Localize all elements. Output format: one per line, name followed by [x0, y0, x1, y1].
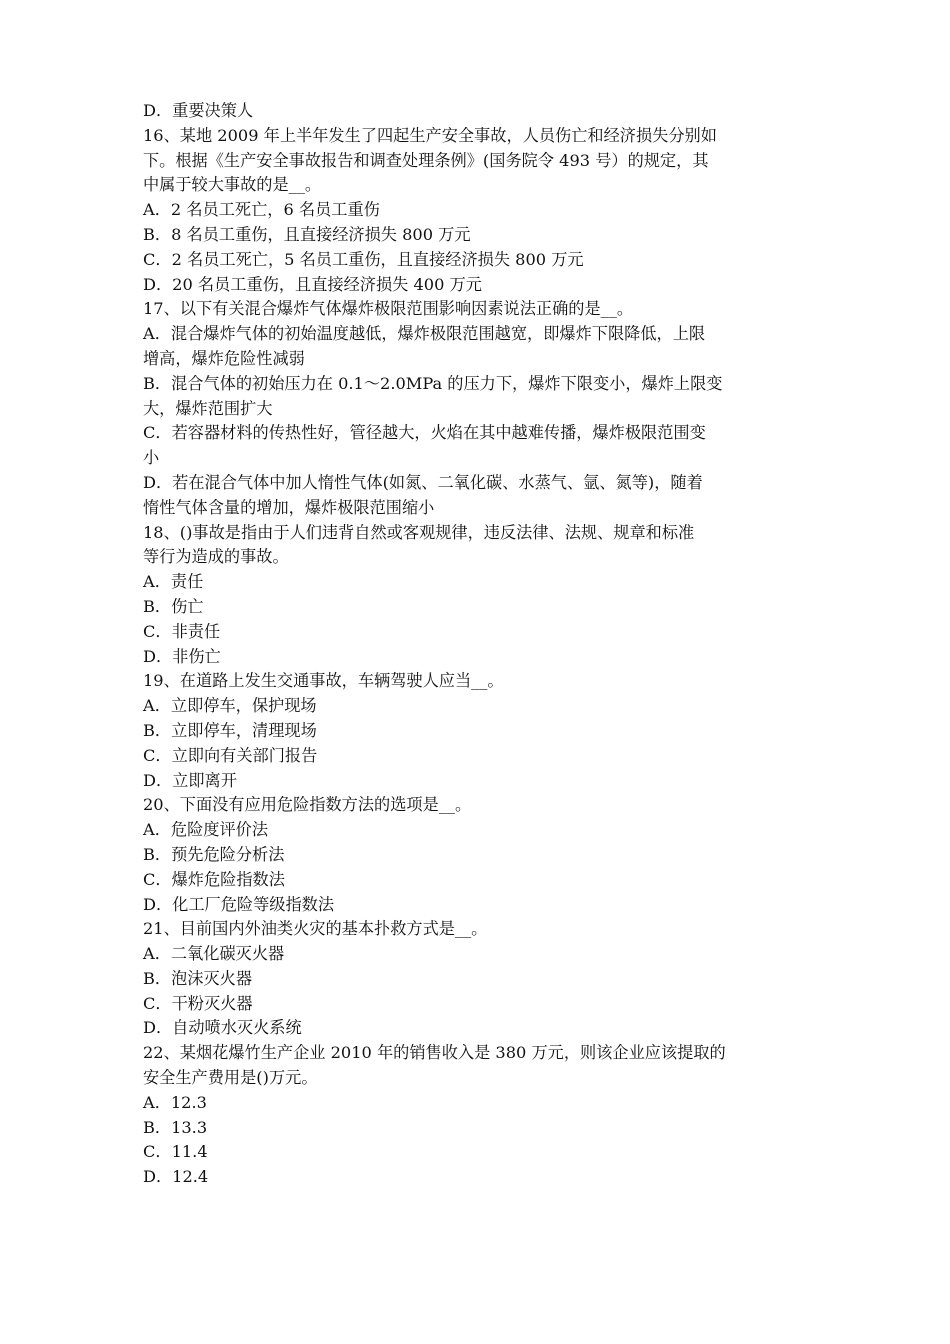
option-line: B．预先危险分析法	[143, 844, 285, 864]
option-line: D．自动喷水灭火系统	[143, 1018, 302, 1038]
option-line: B．13.3	[143, 1117, 208, 1137]
option-line: A．二氧化碳灭火器	[143, 944, 285, 964]
option-line: C．11.4	[143, 1142, 208, 1162]
option-line: D．立即离开	[143, 770, 237, 790]
option-line: B．泡沫灭火器	[143, 968, 253, 988]
option-line: A．混合爆炸气体的初始温度越低，爆炸极限范围越宽，即爆炸下限降低，上限	[143, 324, 706, 344]
option-line: B．8 名员工重伤，且直接经济损失 800 万元	[143, 224, 471, 244]
option-line: D．重要决策人	[143, 101, 254, 120]
question-18-line-2: 等行为造成的事故。	[143, 547, 289, 567]
question-22-line-2: 安全生产费用是()万元。	[143, 1068, 318, 1088]
question-16-line-2: 下。根据《生产安全事故报告和调查处理条例》(国务院令 493 号）的规定，其	[143, 150, 709, 170]
option-line-continued: 增高，爆炸危险性减弱	[143, 348, 305, 368]
option-line: B．立即停车，清理现场	[143, 720, 317, 740]
question-17-line-1: 17、以下有关混合爆炸气体爆炸极限范围影响因素说法正确的是__。	[143, 299, 634, 319]
option-line-continued: 小	[143, 448, 160, 468]
option-line: A．2 名员工死亡，6 名员工重伤	[143, 200, 380, 220]
option-line: A．立即停车，保护现场	[143, 696, 317, 716]
option-line: D．非伤亡	[143, 646, 221, 666]
question-21-line-1: 21、目前国内外油类火灾的基本扑救方式是__。	[143, 919, 488, 939]
option-line: C．立即向有关部门报告	[143, 745, 318, 765]
option-line: A．责任	[143, 572, 204, 592]
option-line: C．2 名员工死亡，5 名员工重伤，且直接经济损失 800 万元	[143, 249, 584, 269]
question-22-line-1: 22、某烟花爆竹生产企业 2010 年的销售收入是 380 万元，则该企业应该提取的	[143, 1043, 726, 1063]
option-line: D．12.4	[143, 1167, 209, 1187]
option-line-continued: 大，爆炸范围扩大	[143, 398, 273, 418]
option-line: C．非责任	[143, 621, 221, 641]
option-line: D．化工厂危险等级指数法	[143, 894, 335, 914]
question-19-line-1: 19、在道路上发生交通事故，车辆驾驶人应当__。	[143, 671, 504, 691]
option-line: C．若容器材料的传热性好，管径越大，火焰在其中越难传播，爆炸极限范围变	[143, 423, 706, 443]
document-page	[143, 99, 809, 1190]
option-line: D．20 名员工重伤，且直接经济损失 400 万元	[143, 274, 482, 294]
option-line: B．伤亡	[143, 596, 204, 616]
option-line-continued: 惰性气体含量的增加，爆炸极限范围缩小	[143, 497, 435, 517]
option-line: A．危险度评价法	[143, 820, 269, 840]
question-16-line-1: 16、某地 2009 年上半年发生了四起生产安全事故，人员伤亡和经济损失分别如	[143, 125, 717, 145]
option-line: A．12.3	[143, 1092, 207, 1112]
question-18-line-1: 18、()事故是指由于人们违背自然或客观规律，违反法律、法规、规章和标准	[143, 522, 695, 542]
option-line: C．爆炸危险指数法	[143, 869, 285, 889]
option-line: B．混合气体的初始压力在 0.1～2.0MPa 的压力下，爆炸下限变小，爆炸上限变	[143, 373, 723, 393]
question-20-line-1: 20、下面没有应用危险指数方法的选项是__。	[143, 795, 472, 815]
question-16-line-3: 中属于较大事故的是__。	[143, 175, 322, 195]
option-line: D．若在混合气体中加人惰性气体(如氮、二氧化碳、水蒸气、氩、氮等)，随着	[143, 472, 703, 492]
option-line: C．干粉灭火器	[143, 993, 253, 1013]
